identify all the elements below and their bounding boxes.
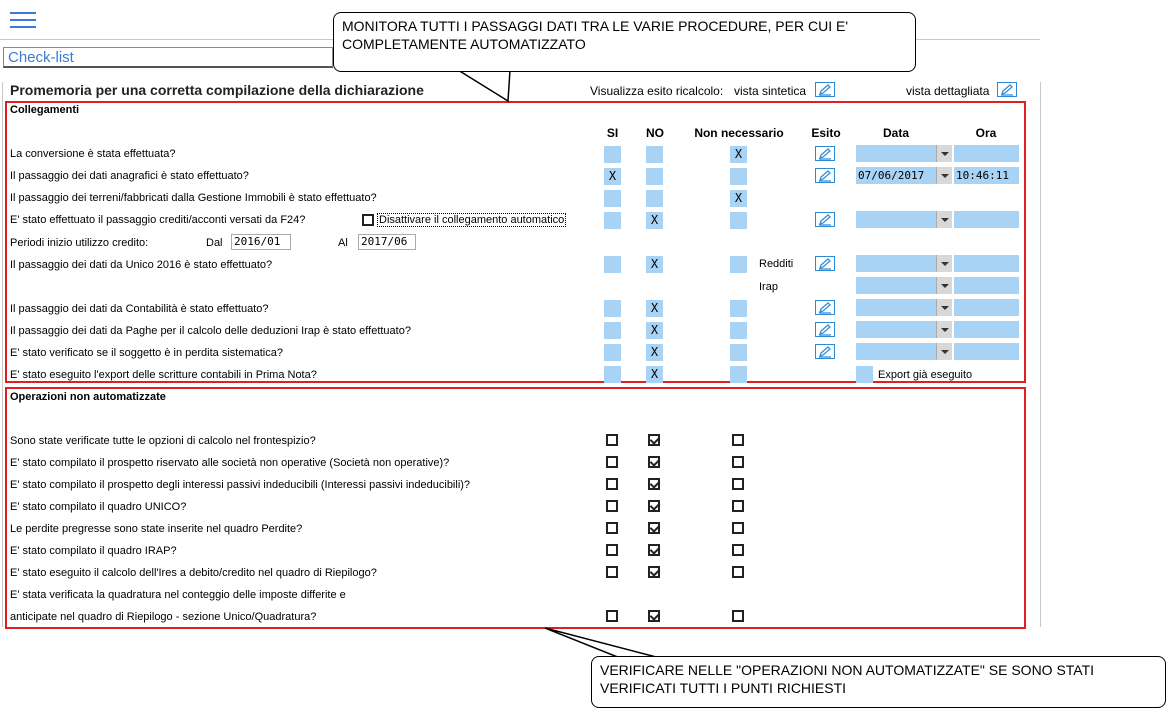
question-export: E' stato eseguito l'export delle scritture contabili in Prima Nota? [10,369,317,381]
irap-label: Irap [759,281,778,293]
op-question: E' stato compilato il quadro IRAP? [10,545,177,557]
question-unico: Il passaggio dei dati da Unico 2016 è stato effettuato? [10,259,273,271]
op-question: E' stato compilato il quadro UNICO? [10,501,187,513]
op-question: E' stato compilato il prospetto riservato alle società non operative (Società non operative)? [10,457,450,469]
time-field[interactable]: 10:46:11 [954,167,1019,184]
question-conversion: La conversione è stata effettuata? [10,148,176,160]
question-anagrafici: Il passaggio dei dati anagrafici è stato effettuato? [10,170,249,182]
cell-no[interactable]: X [646,322,663,339]
question-f24: E' stato effettuato il passaggio crediti/acconti versati da F24? [10,214,306,226]
cell-nn[interactable]: X [730,146,747,163]
cell-nn[interactable]: X [730,190,747,207]
col-header-esito: Esito [811,126,841,140]
redditi-label: Redditi [759,258,794,270]
periodi-label: Periodi inizio utilizzo credito: [10,237,149,249]
view-synthetic-label: vista sintetica [734,84,807,98]
col-header-ora: Ora [975,126,997,140]
question-paghe: Il passaggio dei dati da Paghe per il calcolo delle deduzioni Irap è stato effettuato? [10,325,411,337]
dal-input[interactable]: 2016/01 [231,234,291,250]
al-label: Al [338,237,348,249]
op-question: Le perdite pregresse sono state inserite nel quadro Perdite? [10,523,303,535]
view-detailed-label: vista dettagliata [906,84,990,98]
cell-no[interactable]: X [646,212,663,229]
disable-auto-label[interactable]: Disattivare il collegamento automatico [379,214,565,226]
cell-si[interactable]: X [604,168,621,185]
question-contabilita: Il passaggio dei dati da Contabilità è stato effettuato? [10,303,269,315]
col-header-nn: Non necessario [694,126,784,140]
op-question: E' stato eseguito il calcolo dell'Ires a debito/credito nel quadro di Riepilogo? [10,567,377,579]
cell-no[interactable]: X [646,344,663,361]
question-perdita: E' stato verificato se il soggetto è in perdita sistematica? [10,347,283,359]
dal-label: Dal [206,237,223,249]
col-header-no: NO [646,126,664,140]
cell-no[interactable]: X [646,366,663,383]
collegamenti-title: Collegamenti [10,104,80,116]
callout-bottom: VERIFICARE NELLE "OPERAZIONI NON AUTOMATIZZATE" SE SONO STATI VERIFICATI TUTTI I PUNTI RICHIESTI [591,656,1166,708]
op-question: Sono state verificate tutte le opzioni di calcolo nel frontespizio? [10,435,316,447]
checklist-tab[interactable]: Check-list [3,47,333,68]
page-title: Promemoria per una corretta compilazione della dichiarazione [10,82,424,98]
operazioni-title: Operazioni non automatizzate [10,391,166,403]
op-question: E' stata verificata la quadratura nel conteggio delle imposte differite e [10,589,346,601]
cell-no[interactable]: X [646,300,663,317]
col-header-si: SI [606,126,619,140]
al-input[interactable]: 2017/06 [358,234,416,250]
callout-top: MONITORA TUTTI I PASSAGGI DATI TRA LE VARIE PROCEDURE, PER CUI E' COMPLETAMENTE AUTOMATIZZATO [333,12,916,72]
view-label: Visualizza esito ricalcolo: [590,84,724,98]
op-question: anticipate nel quadro di Riepilogo - sezione Unico/Quadratura? [10,611,317,623]
export-done-label: Export già eseguito [878,369,973,381]
col-header-data: Data [882,126,909,140]
op-question: E' stato compilato il prospetto degli interessi passivi indeducibili (Interessi passivi indeducibili)? [10,479,471,491]
question-immobili: Il passaggio dei terreni/fabbricati dalla Gestione Immobili è stato effettuato? [10,192,377,204]
cell-no[interactable]: X [646,256,663,273]
date-value: 07/06/2017 [858,169,925,182]
